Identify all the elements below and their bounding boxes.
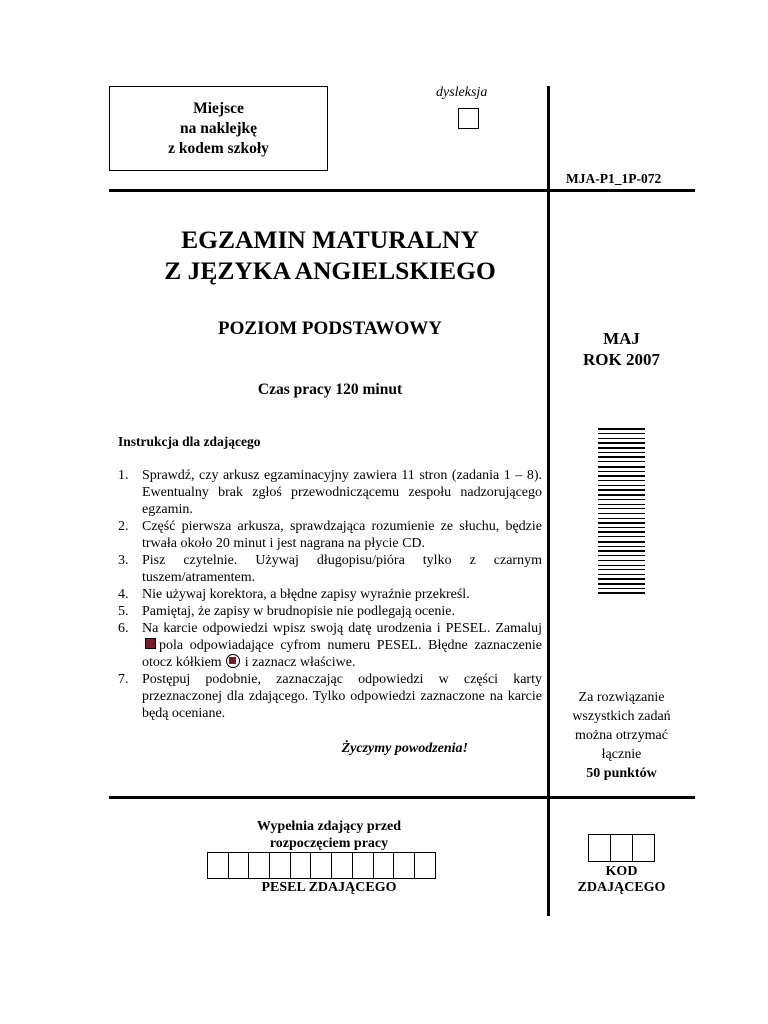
barcode-bar <box>598 508 645 509</box>
fill-in-note <box>110 818 548 852</box>
barcode-bar <box>598 499 645 500</box>
barcode-bar <box>598 583 645 585</box>
pesel-digit-box[interactable] <box>414 852 436 879</box>
pesel-digit-box[interactable] <box>248 852 270 879</box>
barcode-bar <box>598 588 645 589</box>
pesel-digit-box[interactable] <box>228 852 250 879</box>
barcode-bar <box>598 494 645 496</box>
instructions-heading: Instrukcja dla zdającego <box>118 434 261 449</box>
circled-square-icon <box>226 654 240 668</box>
instruction-number: 6. <box>118 621 129 636</box>
barcode-bar <box>598 536 645 537</box>
filled-square-icon <box>145 638 156 649</box>
instruction-text-part: pola odpowiadające cyfrom numeru PESEL. Błędne zaznaczenie otocz kółkiem <box>142 638 542 670</box>
points-line-1: Za rozwiązanie <box>578 690 665 705</box>
barcode-bar <box>598 541 645 543</box>
barcode-bar <box>598 433 645 434</box>
instruction-text: Sprawdź, czy arkusz egzaminacyjny zawiera 11 stron (zadania 1 – 8). Ewentualny brak zgłoś przewodniczącemu zespołu nadzorującego egzamin. <box>142 468 542 517</box>
top-horizontal-rule <box>109 189 695 192</box>
exam-duration: Czas pracy 120 minut <box>257 381 403 398</box>
barcode-bar <box>598 428 645 430</box>
student-code-label-line-2: ZDAJĄCEGO <box>577 880 666 895</box>
student-code-boxes <box>589 834 655 862</box>
instruction-number: 3. <box>118 553 129 568</box>
barcode-bar <box>598 555 645 556</box>
pesel-digit-box[interactable] <box>290 852 312 879</box>
instruction-text: Pamiętaj, że zapisy w brudnopisie nie podlegają ocenie. <box>142 604 455 619</box>
instruction-text-part: Na karcie odpowiedzi wpisz swoją datę urodzenia i PESEL. Zamaluj <box>142 621 542 636</box>
barcode-bar <box>598 574 645 575</box>
barcode-bar <box>598 513 645 514</box>
instruction-item <box>118 552 542 586</box>
dyslexia-checkbox[interactable] <box>458 108 479 129</box>
barcode-bar <box>598 442 645 444</box>
barcode-bar <box>598 560 645 561</box>
instruction-number: 5. <box>118 604 129 619</box>
student-code-digit-box[interactable] <box>588 834 611 862</box>
fill-in-line-2: rozpoczęciem pracy <box>269 836 389 851</box>
student-code-label <box>548 864 695 896</box>
bottom-horizontal-rule <box>109 796 695 799</box>
points-line-2: wszystkich zadań <box>572 709 671 724</box>
barcode-bar <box>598 438 645 439</box>
barcode-bar <box>598 461 645 462</box>
good-luck-message: Życzymy powodzenia! <box>341 741 468 756</box>
barcode-bar <box>598 531 645 533</box>
instruction-item <box>118 671 542 722</box>
points-info <box>552 688 691 783</box>
instruction-text: Pisz czytelnie. Używaj długopisu/pióra tylko z czarnym tuszem/atramentem. <box>142 553 542 585</box>
instruction-number: 2. <box>118 519 129 534</box>
student-code-label-line-1: KOD <box>605 864 638 879</box>
barcode-bar <box>598 466 645 468</box>
barcode-bar <box>598 578 645 580</box>
instruction-number: 4. <box>118 587 129 602</box>
pesel-digit-box[interactable] <box>373 852 395 879</box>
barcode-bar <box>598 527 645 528</box>
pesel-digit-box[interactable] <box>269 852 291 879</box>
barcode-bar <box>598 475 645 477</box>
student-code-digit-box[interactable] <box>610 834 633 862</box>
instructions-list <box>118 467 542 722</box>
exam-month: MAJ <box>603 329 640 348</box>
barcode-bar <box>598 504 645 505</box>
sticker-line-1: Miejsce <box>193 99 244 117</box>
instruction-text: Nie używaj korektora, a błędne zapisy wyraźnie przekreśl. <box>142 587 470 602</box>
exam-title: EGZAMIN MATURALNY <box>181 225 479 254</box>
barcode-bar <box>598 452 645 453</box>
barcode-bar <box>598 565 645 566</box>
barcode-bar <box>598 569 645 570</box>
school-code-sticker-box <box>109 86 328 171</box>
exam-subject: Z JĘZYKA ANGIELSKIEGO <box>164 256 496 285</box>
barcode-bar <box>598 480 645 481</box>
pesel-digit-box[interactable] <box>352 852 374 879</box>
points-total: 50 punktów <box>586 766 657 781</box>
exam-level: POZIOM PODSTAWOWY <box>218 318 442 339</box>
exam-date <box>548 328 695 370</box>
barcode-bar <box>598 592 645 594</box>
instruction-number: 1. <box>118 468 129 483</box>
pesel-digit-box[interactable] <box>331 852 353 879</box>
instruction-text: Część pierwsza arkusza, sprawdzająca rozumienie ze słuchu, będzie trwała około 20 minut i jest nagrana na płycie CD. <box>142 519 542 551</box>
instruction-text: Postępuj podobnie, zaznaczając odpowiedzi w części karty przeznaczonej dla zdającego. Tylko odpowiedzi zaznaczone na karcie będą oceniane. <box>142 672 542 721</box>
barcode-bar <box>598 518 645 519</box>
points-line-4: łącznie <box>601 747 642 762</box>
instruction-item <box>118 518 542 552</box>
dyslexia-label: dysleksja <box>436 85 488 100</box>
pesel-digit-box[interactable] <box>393 852 415 879</box>
points-line-3: można otrzymać <box>575 728 668 743</box>
instruction-item <box>118 620 542 671</box>
pesel-input-boxes <box>208 852 436 879</box>
barcode-bar <box>598 489 645 491</box>
instruction-item <box>118 467 542 518</box>
instruction-item <box>118 603 542 620</box>
barcode-bar <box>598 485 645 486</box>
barcode-bar <box>598 546 645 547</box>
barcode-bar <box>598 471 645 472</box>
vertical-divider <box>547 86 550 916</box>
barcode-bar <box>598 447 645 449</box>
exam-code: MJA-P1_1P-072 <box>566 171 662 186</box>
pesel-label: PESEL ZDAJĄCEGO <box>261 880 397 895</box>
instruction-text <box>142 620 542 671</box>
pesel-digit-box[interactable] <box>207 852 229 879</box>
barcode <box>598 428 645 634</box>
student-code-digit-box[interactable] <box>632 834 655 862</box>
instruction-text-part: i zaznacz właściwe. <box>244 655 356 670</box>
sticker-line-3: z kodem szkoły <box>168 139 269 157</box>
pesel-digit-box[interactable] <box>310 852 332 879</box>
instruction-item <box>118 586 542 603</box>
barcode-bar <box>598 456 645 458</box>
sticker-line-2: na naklejkę <box>179 119 258 137</box>
barcode-bar <box>598 522 645 524</box>
instruction-number: 7. <box>118 672 129 687</box>
exam-year: ROK 2007 <box>583 350 660 369</box>
barcode-bar <box>598 550 645 552</box>
fill-in-line-1: Wypełnia zdający przed <box>256 819 402 834</box>
